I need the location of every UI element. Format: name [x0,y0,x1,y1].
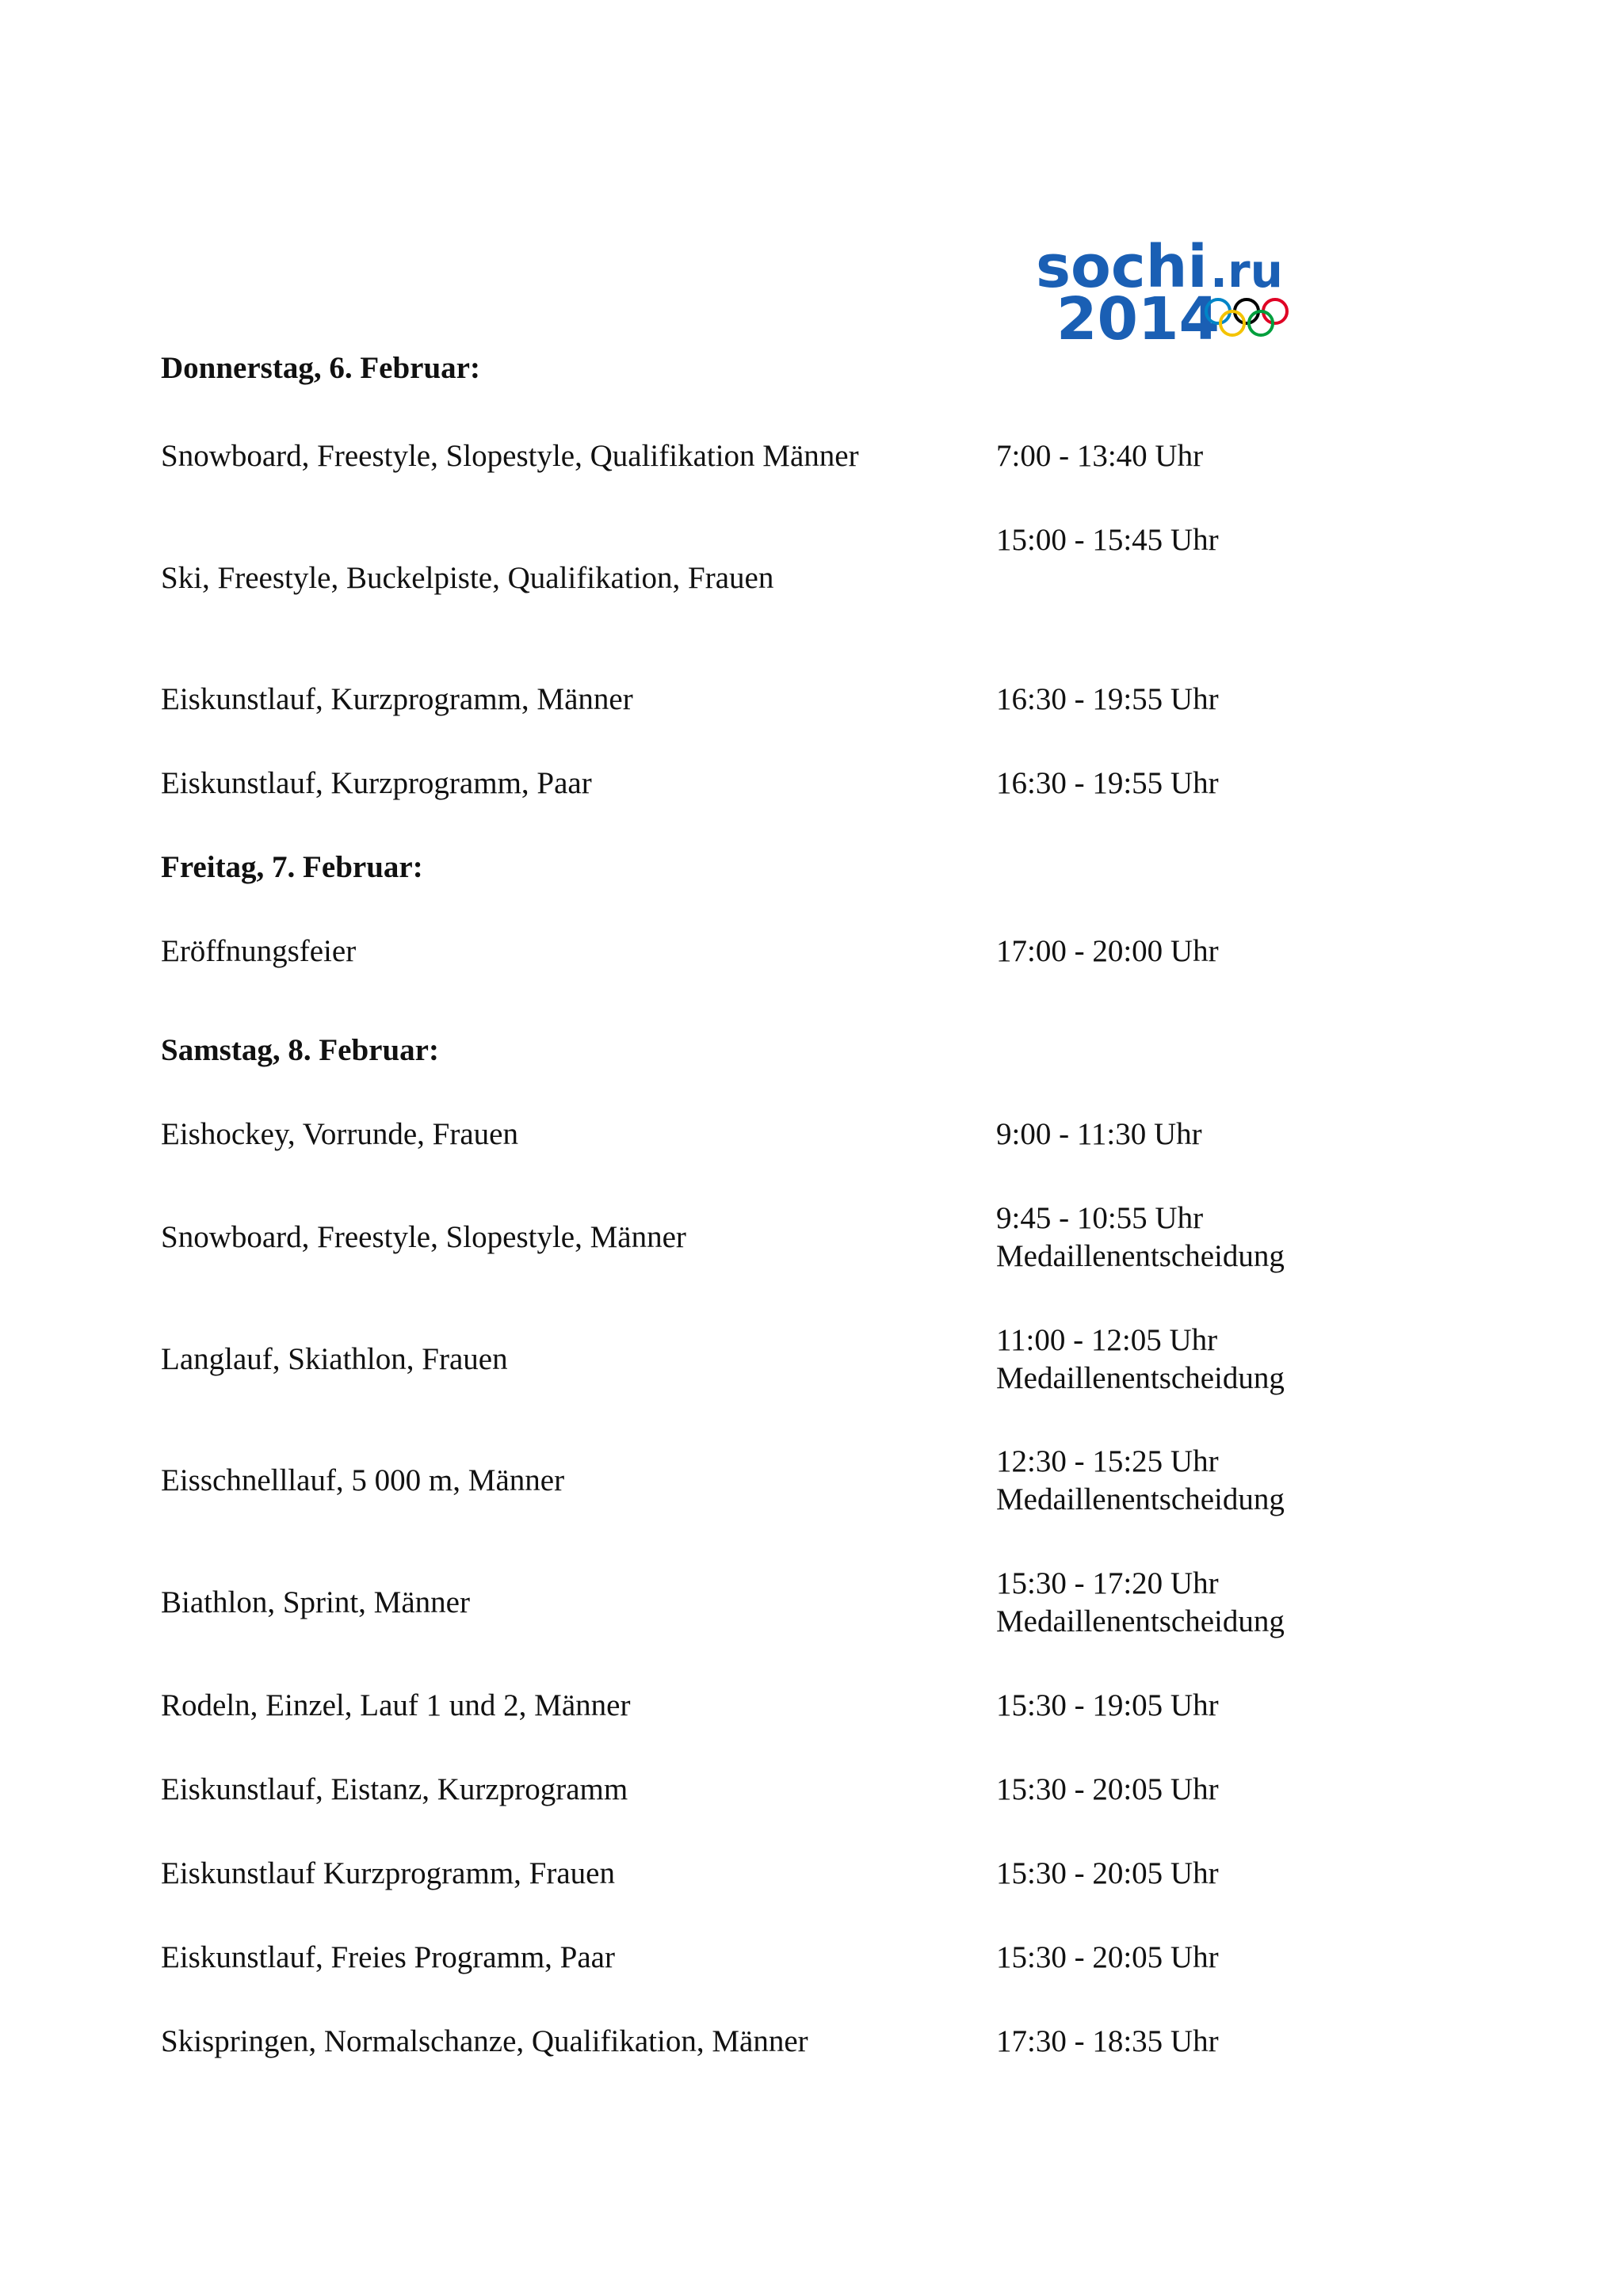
event-name: Snowboard, Freestyle, Slopestyle, Qualifikation Männer [161,439,859,473]
event-name: Ski, Freestyle, Buckelpiste, Qualifikation, Frauen [161,561,774,595]
event-time: 9:45 - 10:55 Uhr [996,1201,1204,1235]
event-name: Eiskunstlauf, Eistanz, Kurzprogramm [161,1772,628,1806]
event-time: 15:30 - 20:05 Uhr [996,1940,1219,1974]
event-name: Eröffnungsfeier [161,934,357,968]
event-time: 17:00 - 20:00 Uhr [996,934,1219,968]
event-name: Langlauf, Skiathlon, Frauen [161,1342,508,1376]
day-heading-donnerstag: Donnerstag, 6. Februar: [161,351,480,385]
event-time: 15:30 - 20:05 Uhr [996,1772,1219,1806]
event-time: 16:30 - 19:55 Uhr [996,766,1219,800]
event-note: Medaillenentscheidung [996,1239,1285,1273]
event-note: Medaillenentscheidung [996,1361,1285,1395]
event-name: Eiskunstlauf, Freies Programm, Paar [161,1940,615,1974]
event-time: 11:00 - 12:05 Uhr [996,1323,1218,1357]
event-name: Eiskunstlauf Kurzprogramm, Frauen [161,1856,615,1890]
event-time: 12:30 - 15:25 Uhr [996,1444,1219,1478]
event-note: Medaillenentscheidung [996,1604,1285,1638]
day-heading-samstag: Samstag, 8. Februar: [161,1033,439,1067]
day-heading-freitag: Freitag, 7. Februar: [161,850,423,884]
event-time: 7:00 - 13:40 Uhr [996,439,1204,473]
event-time: 9:00 - 11:30 Uhr [996,1117,1202,1151]
event-note: Medaillenentscheidung [996,1482,1285,1516]
event-time: 16:30 - 19:55 Uhr [996,682,1219,716]
event-name: Eiskunstlauf, Kurzprogramm, Paar [161,766,592,800]
event-time: 17:30 - 18:35 Uhr [996,2024,1219,2058]
event-name: Skispringen, Normalschanze, Qualifikation, Männer [161,2024,808,2058]
sochi-2014-logo [1034,238,1304,357]
logo-text-sochi: sochi [1036,238,1208,301]
event-name: Rodeln, Einzel, Lauf 1 und 2, Männer [161,1688,631,1722]
logo-text-2014: 2014 [1056,285,1220,353]
event-time: 15:30 - 20:05 Uhr [996,1856,1219,1890]
logo-text-ru: .ru [1210,244,1283,298]
event-name: Biathlon, Sprint, Männer [161,1585,470,1619]
event-name: Eiskunstlauf, Kurzprogramm, Männer [161,682,633,716]
event-time: 15:30 - 19:05 Uhr [996,1688,1219,1722]
event-name: Snowboard, Freestyle, Slopestyle, Männer [161,1220,686,1254]
event-time: 15:30 - 17:20 Uhr [996,1566,1219,1600]
event-name: Eishockey, Vorrunde, Frauen [161,1117,518,1151]
event-name: Eisschnelllauf, 5 000 m, Männer [161,1463,565,1497]
event-time: 15:00 - 15:45 Uhr [996,523,1219,557]
sochi-logo-graphic [1034,238,1304,357]
